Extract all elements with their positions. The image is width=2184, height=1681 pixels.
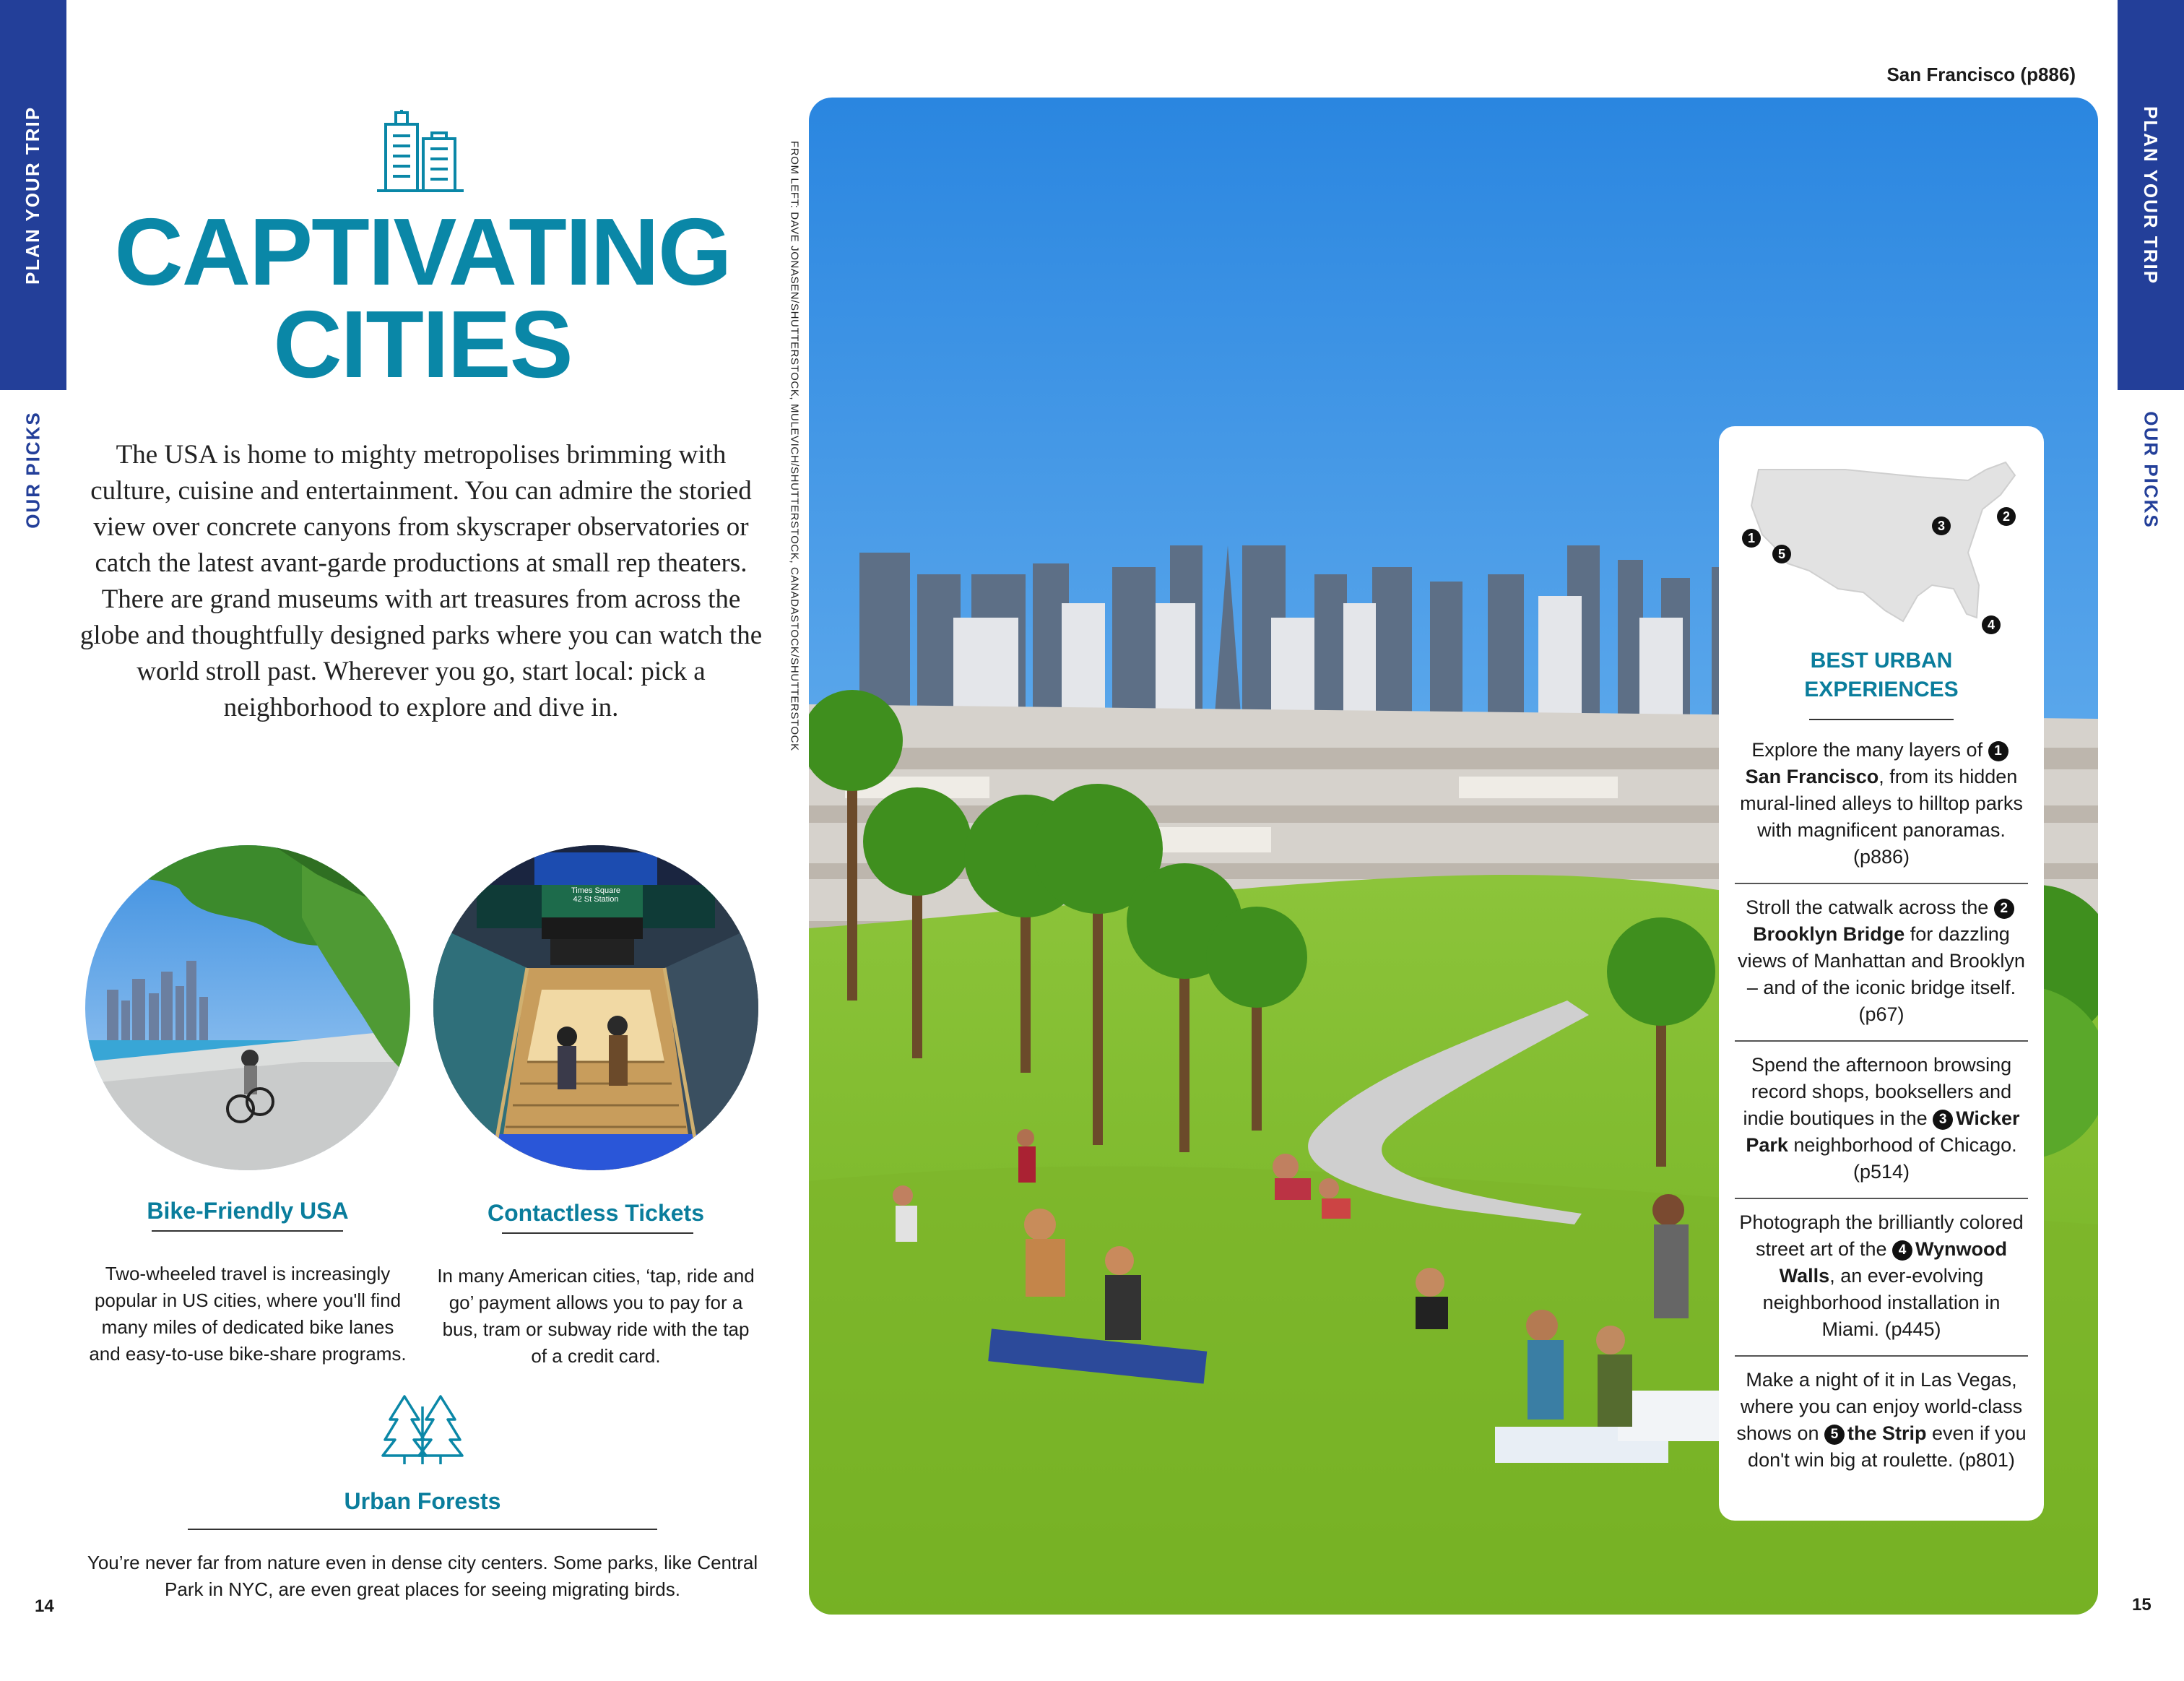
feature-title-bike: Bike-Friendly USA (147, 1198, 349, 1224)
panel-divider-2 (1735, 1040, 2028, 1042)
left-subsection-label-text: OUR PICKS (22, 410, 44, 529)
page-number-right: 15 (2132, 1595, 2152, 1615)
subway-sign-line-2: 42 St Station (573, 895, 619, 904)
panel-item-3-number: 3 (1933, 1110, 1953, 1130)
left-subsection-label (0, 405, 66, 535)
right-section-tab-label: PLAN YOUR TRIP (2140, 105, 2162, 285)
map-marker-1: 1 (1747, 531, 1756, 545)
feature-title-contactless: Contactless Tickets (488, 1200, 704, 1226)
panel-item-3-pre: Spend the afternoon browsing record shops, booksellers and indie boutiques in the (1743, 1054, 2012, 1129)
panel-heading (1719, 647, 2044, 704)
map-marker-3: 3 (1937, 519, 1946, 533)
page-title (69, 199, 776, 397)
map-marker-4: 4 (1987, 618, 1996, 632)
trees-icon (379, 1391, 466, 1466)
panel-divider-1 (1735, 883, 2028, 884)
city-buildings-icon (376, 108, 466, 194)
feature-body-bike: Two-wheeled travel is increasingly popular in US cities, where you'll find many miles of dedicated bike lanes and easy-to-use bike-share programs. (89, 1263, 407, 1365)
usa-map (1737, 441, 2026, 636)
panel-item-5-bold: the Strip (1847, 1422, 1927, 1444)
subway-sign (545, 886, 646, 904)
panel-item-4-post: , an ever-evolving neighborhood installation in Miami. (p445) (1762, 1265, 2001, 1340)
panel-item-1-pre: Explore the many layers of (1751, 739, 1988, 761)
subway-sign-line-1: Times Square (571, 886, 621, 895)
page-title-line-2: CITIES (273, 291, 572, 397)
map-marker-2: 2 (2002, 509, 2011, 524)
panel-item-2-post: for dazzling views of Manhattan and Brooklyn – and of the iconic bridge itself. (p67) (1738, 923, 2025, 1025)
bike-photo (85, 845, 410, 1170)
panel-heading-line-2: EXPERIENCES (1804, 678, 1959, 701)
panel-item-1-number: 1 (1988, 741, 2008, 761)
left-section-tab-label: PLAN YOUR TRIP (22, 105, 44, 285)
page-title-line-1: CAPTIVATING (114, 199, 731, 305)
feature-rule-contactless (502, 1232, 693, 1234)
map-marker-5: 5 (1777, 547, 1786, 561)
page-number-left: 14 (35, 1596, 54, 1616)
panel-item-5-post: even if you don't win big at roulette. (p801) (1748, 1422, 2027, 1471)
panel-divider-4 (1735, 1355, 2028, 1357)
panel-item-3-post: neighborhood of Chicago. (p514) (1788, 1134, 2017, 1183)
panel-item-4-number: 4 (1892, 1240, 1912, 1261)
feature-rule-forests (188, 1529, 657, 1530)
right-section-tab (2118, 0, 2184, 390)
feature-body-contactless: In many American cities, ‘tap, ride and go’ payment allows you to pay for a bus, tram or subway ride with the tap of a credit card. (437, 1265, 755, 1367)
panel-item-5-pre: Make a night of it in Las Vegas, where you can enjoy world-class shows on (1736, 1369, 2023, 1444)
panel-item-2-bold: Brooklyn Bridge (1753, 923, 1905, 945)
left-section-tab (0, 0, 66, 390)
panel-item-4-pre: Photograph the brilliantly colored street art of the (1739, 1211, 2024, 1260)
panel-item-1-post: , from its hidden mural-lined alleys to hilltop parks with magnificent panoramas. (p886) (1740, 766, 2023, 868)
intro-paragraph: The USA is home to mighty metropolises brimming with culture, cuisine and entertainment. You can admire the storied view over concrete canyons from skyscraper observatories or catch the latest avant-garde productions at small rep theaters. There are grand museums with art treasures from across the globe and thoughtfully designed parks where you can watch the world stroll past. Wherever you go, start local: pick a neighborhood to explore and dive in. (79, 440, 763, 722)
panel-item-3 (1735, 1052, 2028, 1185)
feature-body-forests: You’re never far from nature even in dense city centers. Some parks, like Central Park in NYC, are even great places for seeing migrating birds. (87, 1552, 758, 1600)
feature-rule-bike (152, 1230, 343, 1232)
right-subsection-label (2118, 405, 2184, 535)
photo-credit-text: FROM LEFT: DAVE JONASEN/SHUTTERSTOCK, MULEVICH/SHUTTERSTOCK, CANADASTOCK/SHUTTERSTOCK (788, 141, 801, 751)
panel-item-4 (1735, 1209, 2028, 1343)
right-subsection-label-text: OUR PICKS (2140, 410, 2162, 529)
panel-divider-3 (1735, 1198, 2028, 1199)
panel-item-2 (1735, 894, 2028, 1028)
panel-item-3-bold: Wicker Park (1746, 1107, 2020, 1156)
panel-heading-rule (1809, 719, 1954, 720)
panel-item-4-bold: Wynwood Walls (1779, 1238, 2008, 1287)
photo-caption: San Francisco (p886) (1886, 64, 2076, 85)
panel-item-2-pre: Stroll the catwalk across the (1746, 896, 1994, 918)
panel-heading-line-1: BEST URBAN (1810, 649, 1953, 673)
panel-item-2-number: 2 (1994, 899, 2014, 919)
panel-item-1 (1735, 737, 2028, 870)
feature-title-forests: Urban Forests (344, 1488, 501, 1514)
photo-credit (780, 141, 809, 762)
panel-item-1-bold: San Francisco (1745, 766, 1879, 787)
panel-item-5-number: 5 (1824, 1425, 1845, 1445)
panel-item-5 (1735, 1367, 2028, 1474)
best-urban-experiences-panel (1719, 426, 2044, 1521)
